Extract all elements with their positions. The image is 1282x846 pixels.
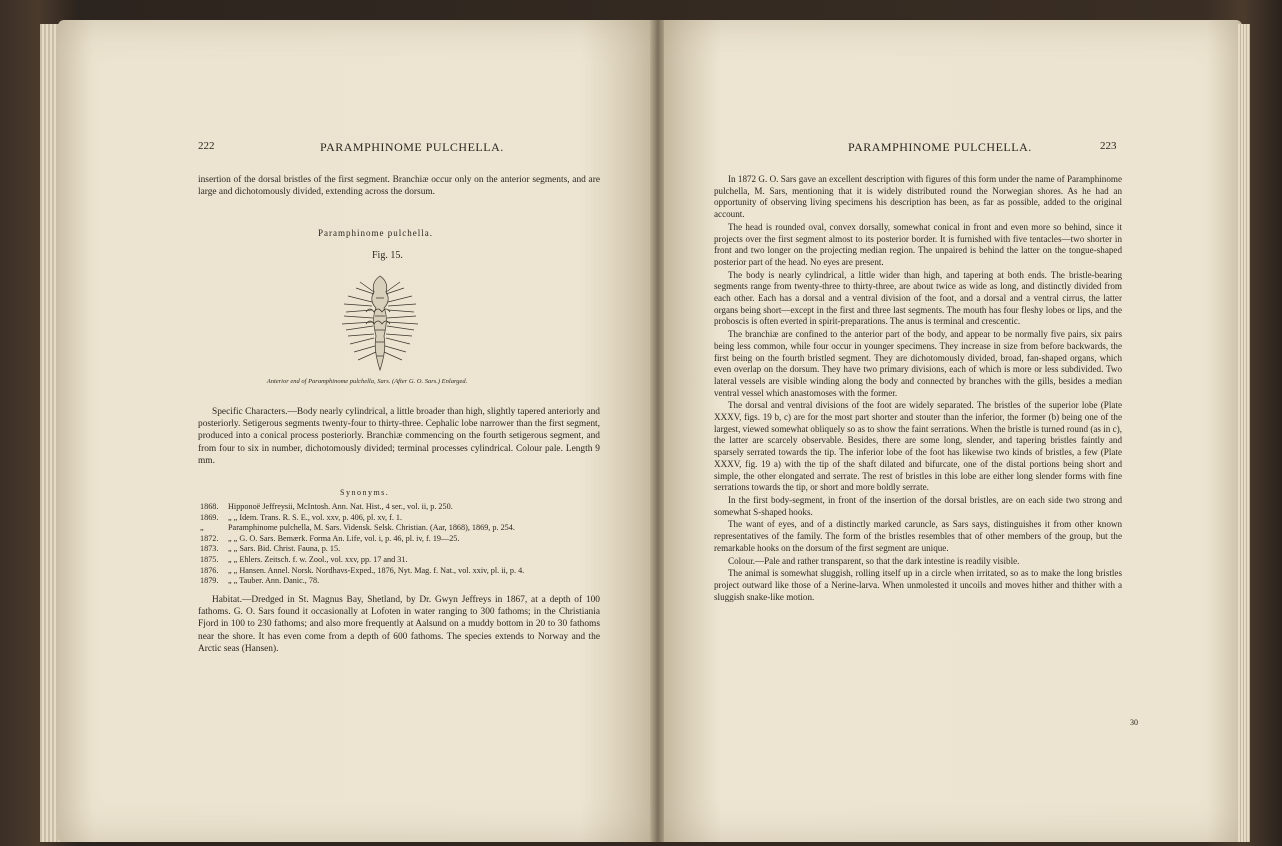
synonym-year: 1872. xyxy=(200,533,219,543)
synonym-row xyxy=(200,544,600,555)
synonym-ref: „ „ Tauber. Ann. Danic., 78. xyxy=(228,576,320,586)
synonym-ref: Paramphinome pulchella, M. Sars. Vidensk. Selsk. Christian. (Aar, 1868), 1869, p. 254. xyxy=(228,523,515,533)
synonym-ref: „ „ G. O. Sars. Bemærk. Forma An. Life, vol. i, p. 46, pl. iv, f. 19—25. xyxy=(228,533,460,543)
synonym-ref: „ „ Sars. Bid. Christ. Fauna, p. 15. xyxy=(228,544,341,554)
worm-illustration xyxy=(330,272,430,374)
synonym-year: 1879. xyxy=(200,576,219,586)
paragraph: In the first body-segment, in front of the insertion of the dorsal bristles, are on each side two strong and somewhat S-shaped hooks. xyxy=(714,494,1122,517)
paragraph: The dorsal and ventral divisions of the foot are widely separated. The bristles of the superior lobe (Plate XXXV, figs. 19 b, c) are for the most part shorter and stouter than the inferior, the former (b) being one of the largest, viewed somewhat obliquely so as to show the faint serrations. When the bristle is turned round (as in c), the latter are scarcely observable. Besides, there are some long, slender, and tapering bristles faintly and sparsely serrated towards the tip. The inferior lobe of the foot has likewise two kinds of bristles, a few (Plate XXXV, fig. 19 a) with the tip of the shaft dilated and bifurcate, one of the distal portions being short and simple, the other elongated and serrate. The rest of bristles in this lobe are either long slender forms with fine serrations towards the tip, or short and more boldly serrate. xyxy=(714,400,1122,493)
opening-paragraph: insertion of the dorsal bristles of the first segment. Branchiæ occur only on the anterior segments, and are large and dichotomously divided, extending across the dorsum. xyxy=(198,175,600,198)
paragraph: The branchiæ are confined to the anterior part of the body, and appear to be normally five pairs, six pairs being less common, while four occur in younger specimens. They increase in size from before backwards, the first being on the fourth bristled segment. They are dichotomously divided, broad, fan-shaped organs, which even overlap on the dorsum. They have two primary divisions, each of which is more or less subdivided. Two lateral vessels are visible winding along the body and connected by branches with the gills, besides a median ventral vessel which anastomoses with the former. xyxy=(714,329,1122,398)
right-body-text xyxy=(714,174,1122,604)
paragraph: The want of eyes, and of a distinctly marked caruncle, as Sars says, distinguishes it from other known representatives of the family. The form of the bristles resembles that of other members of the group, but the remarkable hooks on the dorsum of the first segment are unique. xyxy=(714,519,1122,553)
paragraph: The head is rounded oval, convex dorsally, somewhat conical in front and even more so behind, since it projects over the first segment almost to its posterior border. It is furnished with five tentacles—two shorter in front and two longer on the projecting median region. The unpaired is behind the latter on the tongue-shaped posterior part of the head. No eyes are present. xyxy=(714,221,1122,267)
synonym-ref: „ „ Idem. Trans. R. S. E., vol. xxv, p. 406, pl. xv, f. 1. xyxy=(228,512,403,522)
specific-characters-block xyxy=(198,406,600,468)
left-opening-text xyxy=(198,174,600,199)
synonym-row xyxy=(200,523,600,534)
page-edges-right xyxy=(1238,24,1250,842)
synonym-row xyxy=(200,576,600,587)
synonym-row xyxy=(200,502,600,513)
paragraph: Colour.—Pale and rather transparent, so that the dark intestine is readily visible. xyxy=(728,555,1020,566)
left-running-head: PARAMPHINOME PULCHELLA. xyxy=(320,140,504,154)
synonym-row xyxy=(200,566,600,577)
figure-title: Paramphinome pulchella. xyxy=(318,228,433,238)
habitat-paragraph: Habitat.—Dredged in St. Magnus Bay, Shetland, by Dr. Gwyn Jeffreys in 1867, at a depth of 100 fathoms. G. O. Sars found it occasionally at Lofoten in water ranging to 300 fathoms; in the Christiania Fjord in 100 to 230 fathoms; and also more frequently at Aalsund on a muddy bottom in 20 to 30 fathoms near the shore. It has even come from a depth of 600 fathoms. The species extends to Norway and the Arctic seas (Hansen). xyxy=(198,595,600,654)
right-running-head: PARAMPHINOME PULCHELLA. xyxy=(848,140,1032,154)
paragraph: The animal is somewhat sluggish, rolling itself up in a circle when irritated, so as to make the long bristles project outward like those of a Nerine-larva. When unmolested it uncoils and moves hither and thither with a sluggish snake-like motion. xyxy=(714,568,1122,602)
synonym-row xyxy=(200,513,600,524)
synonym-year: 1876. xyxy=(200,565,219,575)
synonym-year: 1869. xyxy=(200,512,219,522)
right-page-number: 223 xyxy=(1100,140,1117,152)
paragraph: The body is nearly cylindrical, a little wider than high, and tapering at both ends. The bristle-bearing segments range from twenty-three to thirty-three, are about twice as wide as long, and distinctly divided from each other. Each has a dorsal and a ventral division of the foot, and a dorsal and a ventral cirrus, the latter organs being short—except in the first and three last segments. The mouth has four fleshy lobes or lips, and the proboscis is often everted in spirit-preparations. The anus is terminal and crescentic. xyxy=(714,269,1122,327)
synonym-year: 1868. xyxy=(200,502,219,511)
synonym-row xyxy=(200,555,600,566)
synonym-ref: „ „ Hansen. Annel. Norsk. Nordhavs-Exped., 1876, Nyt. Mag. f. Nat., vol. xxiv, pl. ii, p. 4. xyxy=(228,565,525,575)
figure-caption: Anterior end of Paramphinome pulchella, Sars. (After G. O. Sars.) Enlarged. xyxy=(266,378,468,385)
synonym-year: 1873. xyxy=(200,544,219,554)
synonym-year: 1875. xyxy=(200,554,219,564)
synonym-year: „ xyxy=(200,523,204,533)
synonym-ref: „ „ Ehlers. Zeitsch. f. w. Zool., vol. xxv, pp. 17 and 31. xyxy=(228,554,408,564)
left-page-number: 222 xyxy=(198,140,215,152)
synonym-ref: Hipponoë Jeffreysii, McIntosh. Ann. Nat. Hist., 4 ser., vol. ii, p. 250. xyxy=(228,502,453,511)
specific-characters: Specific Characters.—Body nearly cylindrical, a little broader than high, slightly tapered anteriorly and posteriorly. Setigerous segments twenty-four to thirty-three. Cephalic lobe narrower than the first segment, produced into a conical process posteriorly. Branchiæ commencing on the fourth setigerous segment, and from four to six in number, dichotomously divided; terminal processes cylindrical. Colour pale. Length 9 mm. xyxy=(198,407,600,466)
figure-label: Fig. 15. xyxy=(372,250,403,261)
synonyms-list xyxy=(200,502,600,587)
habitat-block xyxy=(198,594,600,656)
synonyms-heading: Synonyms. xyxy=(340,488,390,497)
paragraph: In 1872 G. O. Sars gave an excellent description with figures of this form under the name of Paramphinome pulchella, M. Sars, mentioning that it is widely distributed round the Norwegian shores. As he had an opportunity of observing living specimens his description has been, as far as possible, added to the original account. xyxy=(714,174,1122,220)
synonym-row xyxy=(200,534,600,545)
signature-mark: 30 xyxy=(1130,718,1138,727)
